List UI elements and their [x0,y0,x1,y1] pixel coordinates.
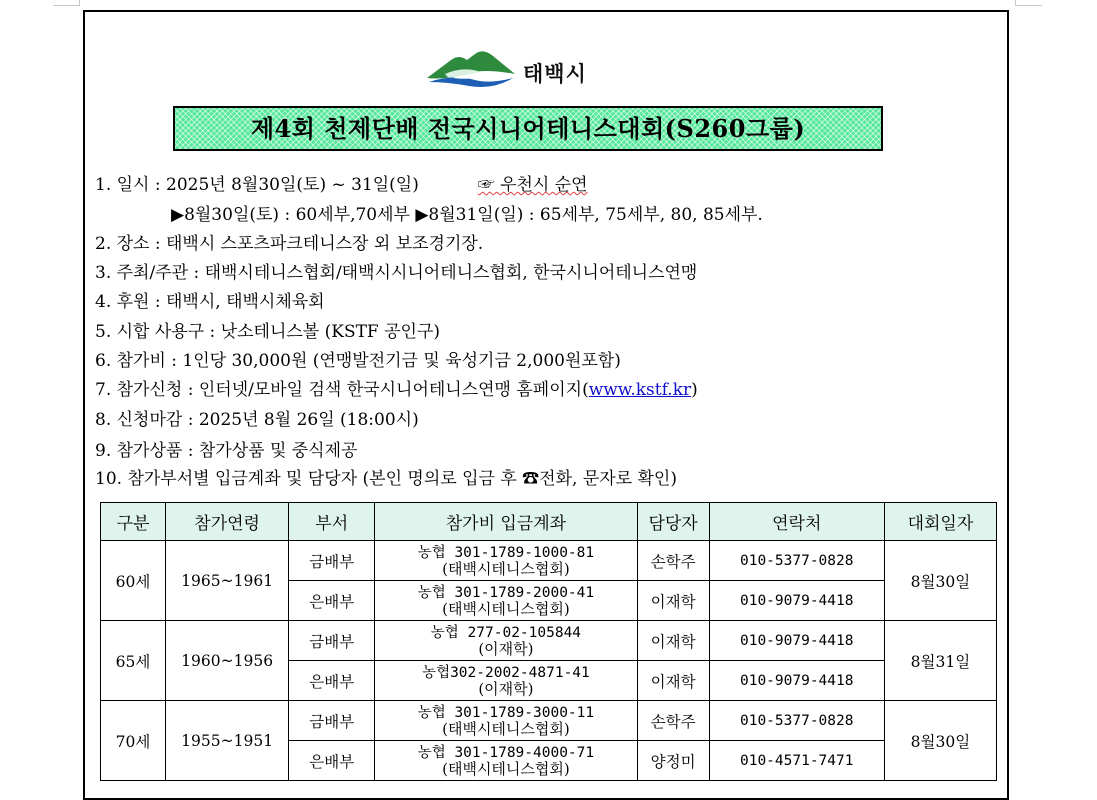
header-date: 대회일자 [884,503,996,541]
item-1-line [95,170,588,195]
item-2-venue: 2. 장소 : 태백시 스포츠파크테니스장 외 보조경기장. [95,234,484,254]
item-1-rain-note: ☞ 우천시 순연 [477,175,588,195]
header-dept: 부서 [289,503,375,541]
person-cell: 이재학 [637,581,709,621]
header-division: 구분 [101,503,166,541]
item-10-accounts: 10. 참가부서별 입금계좌 및 담당자 (본인 명의로 입금 후 ☎전화, 문자로 확인) [95,469,677,489]
age-cell: 1965~1961 [166,541,289,621]
document-page [83,10,1009,800]
person-cell: 손학주 [637,701,709,741]
date-cell: 8월31일 [884,621,996,701]
item-9-prize: 9. 참가상품 : 참가상품 및 중식제공 [95,441,358,461]
item-1-date: 1. 일시 : 2025년 8월30일(토) ~ 31일(일) [95,175,419,195]
kstf-link[interactable]: www.kstf.kr [588,380,692,400]
date-cell: 8월30일 [884,701,996,781]
item-7-application [95,375,698,400]
taebaek-logo [423,44,623,96]
table-row [101,621,997,661]
account-table [100,502,997,781]
division-cell: 60세 [101,541,166,621]
item-7-close: ) [691,380,698,400]
age-cell: 1960~1956 [166,621,289,701]
header-age: 참가연령 [166,503,289,541]
phone-cell: 010-4571-7471 [709,741,884,781]
age-cell: 1955~1951 [166,701,289,781]
account-cell: 농협 301-1789-2000-41 (태백시테니스협회) [375,581,637,621]
account-cell: 농협302-2002-4871-41 (이재학) [375,661,637,701]
dept-cell: 은배부 [289,581,375,621]
item-5-ball: 5. 시합 사용구 : 낫소테니스볼 (KSTF 공인구) [95,322,441,342]
dept-cell: 은배부 [289,741,375,781]
item-3-organizer: 3. 주최/주관 : 태백시테니스협회/태백시시니어테니스협회, 한국시니어테니스연맹 [95,263,698,283]
header-person: 담당자 [637,503,709,541]
item-7-text: 7. 참가신청 : 인터넷/모바일 검색 한국시니어테니스연맹 홈페이지( [95,380,589,400]
logo-text: 태백시 [523,62,587,86]
page-corner-mark-left [53,0,80,6]
table-row [101,541,997,581]
table-row [101,701,997,741]
account-cell: 농협 301-1789-1000-81 (태백시테니스협회) [375,541,637,581]
account-cell: 농협 301-1789-3000-11 (태백시테니스협회) [375,701,637,741]
dept-cell: 금배부 [289,541,375,581]
phone-cell: 010-5377-0828 [709,541,884,581]
item-8-deadline: 8. 신청마감 : 2025년 8월 26일 (18:00시) [95,410,419,430]
person-cell: 양정미 [637,741,709,781]
division-cell: 65세 [101,621,166,701]
date-cell: 8월30일 [884,541,996,621]
item-1-schedule: ▶8월30일(토) : 60세부,70세부 ▶8월31일(일) : 65세부, 75세부, 80, 85세부. [171,205,763,225]
item-4-sponsor: 4. 후원 : 태백시, 태백시체육회 [95,292,325,312]
person-cell: 이재학 [637,661,709,701]
phone-cell: 010-9079-4418 [709,581,884,621]
page-corner-mark-right [1015,0,1042,6]
phone-cell: 010-5377-0828 [709,701,884,741]
table-header-row [101,503,997,541]
account-cell: 농협 301-1789-4000-71 (태백시테니스협회) [375,741,637,781]
division-cell: 70세 [101,701,166,781]
account-cell: 농협 277-02-105844 (이재학) [375,621,637,661]
dept-cell: 금배부 [289,621,375,661]
header-account: 참가비 입금계좌 [375,503,637,541]
mountain-logo-icon [423,44,519,94]
dept-cell: 은배부 [289,661,375,701]
header-phone: 연락처 [709,503,884,541]
dept-cell: 금배부 [289,701,375,741]
phone-cell: 010-9079-4418 [709,661,884,701]
person-cell: 이재학 [637,621,709,661]
document-title: 제4회 천제단배 전국시니어테니스대회(S260그룹) [173,106,883,151]
item-6-fee: 6. 참가비 : 1인당 30,000원 (연맹발전기금 및 육성기금 2,000원포함) [95,351,621,371]
person-cell: 손학주 [637,541,709,581]
phone-cell: 010-9079-4418 [709,621,884,661]
